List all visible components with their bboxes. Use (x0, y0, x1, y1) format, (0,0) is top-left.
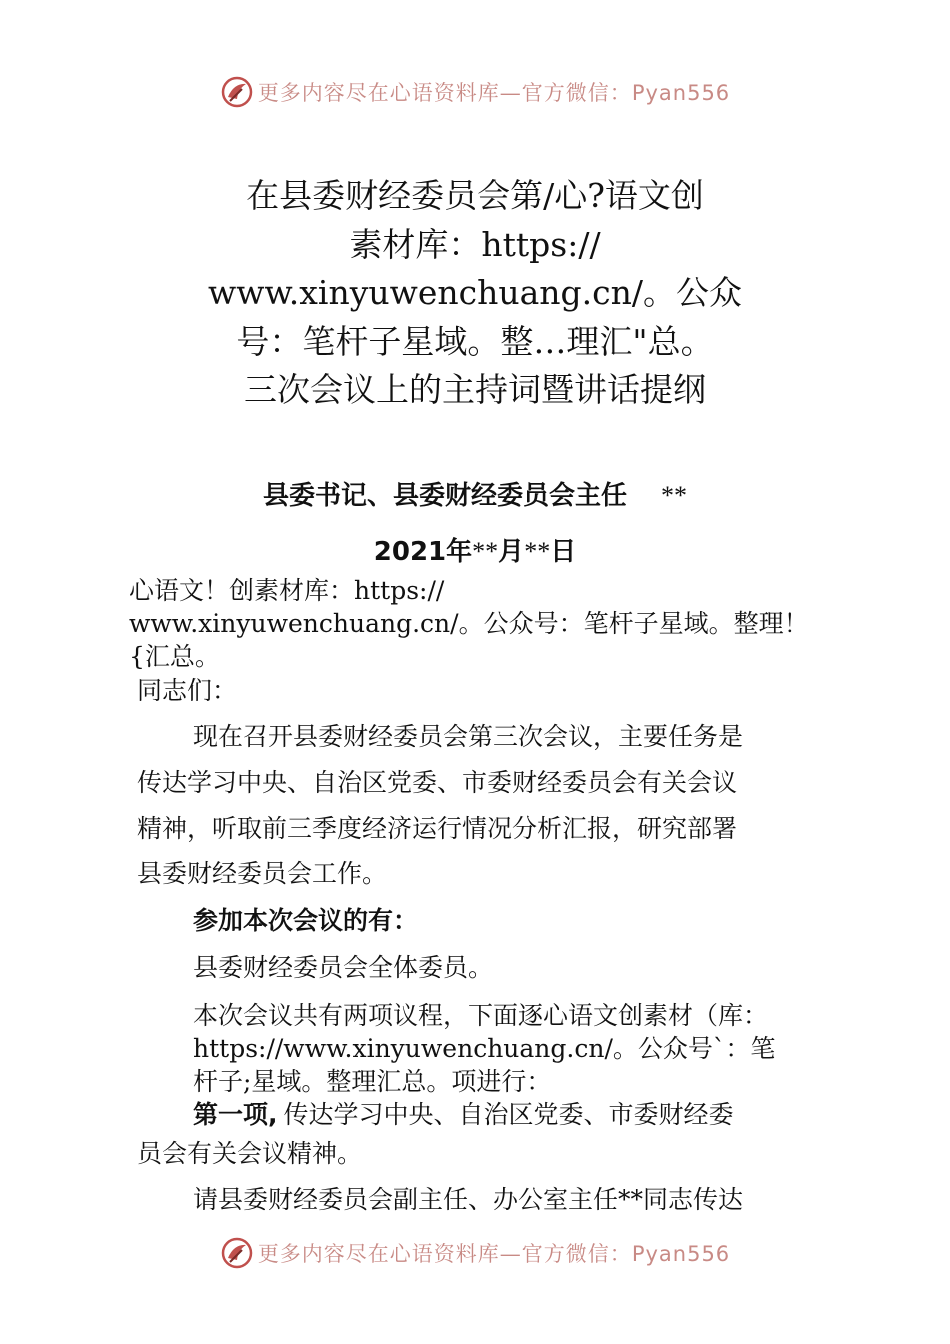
logo-icon (220, 75, 254, 109)
watermark-text: 更多内容尽在心语资料库—官方微信：Pyan556 (257, 81, 731, 105)
footer-watermark (0, 1233, 950, 1273)
watermark-text: 更多内容尽在心语资料库—官方微信：Pyan556 (257, 1242, 731, 1266)
paragraph-line: 现在召开县委财经委员会第三次会议，主要任务是 (193, 722, 744, 751)
agenda-line: https://www.xinyuwenchuang.cn/。公众号`：笔 (193, 1034, 776, 1063)
paragraph-line: 精神，听取前三季度经济运行情况分析汇报，研究部署 (137, 814, 738, 843)
source-note-line: www.xinyuwenchuang.cn/。公众号：笔杆子星域。整理！ (129, 609, 809, 638)
attendees-text: 县委财经委员会全体委员。 (193, 953, 494, 982)
paragraph-line: 县委财经委员会工作。 (137, 859, 388, 888)
document-title: 在县委财经委员会第/心?语文创 素材库：https:// www.xinyuwenchuang.cn/。公众 号：笔杆子星域。整…理汇"总。 三次会议上的主持词暨讲话提纲 (207, 176, 743, 409)
item-label: 第一项, (193, 1100, 278, 1129)
date-line: 2021年**月**日 (373, 537, 577, 567)
agenda-item-1-cont: 员会有关会议精神。 (137, 1139, 363, 1168)
agenda-item-1: 第一项, 传达学习中央、自治区党委、市委财经委 (193, 1100, 734, 1129)
logo-icon (220, 1236, 254, 1270)
source-note-line: {汇总。 (129, 642, 220, 671)
agenda-line: 本次会议共有两项议程，下面逐心语文创素材（库： (193, 1001, 769, 1030)
author-line: 县委书记、县委财经委员会主任 ** (262, 481, 687, 511)
source-note-line: 心语文！创素材库：https:// (129, 576, 445, 605)
header-watermark (0, 72, 950, 112)
paragraph-line: 传达学习中央、自治区党委、市委财经委员会有关会议 (137, 768, 738, 797)
greeting: 同志们： (137, 676, 238, 705)
attendees-label: 参加本次会议的有： (193, 906, 419, 935)
paragraph-line: 请县委财经委员会副主任、办公室主任**同志传达 (193, 1185, 744, 1214)
agenda-line: 杆子;星域。整理汇总。项进行： (193, 1067, 552, 1096)
